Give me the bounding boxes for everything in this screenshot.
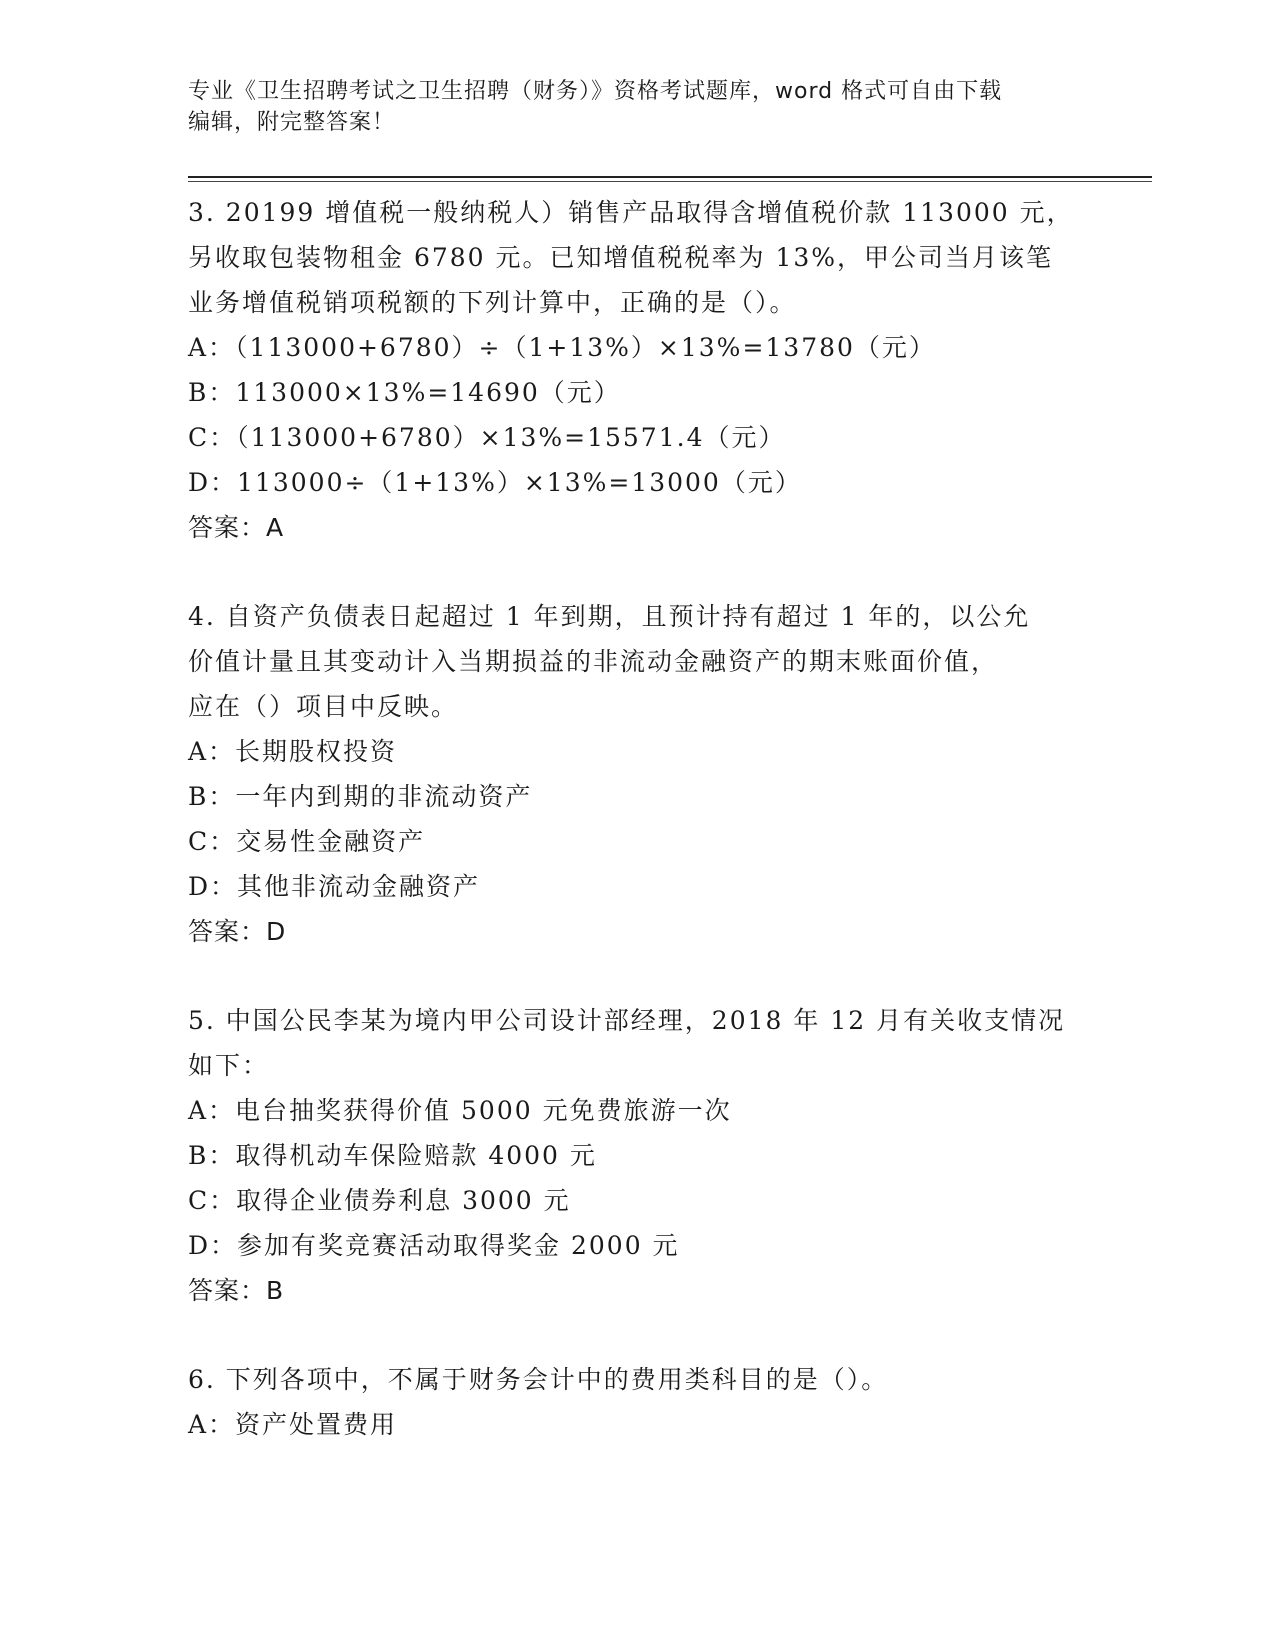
- stem-line: 5. 中国公民李某为境内甲公司设计部经理，2018 年 12 月有关收支情况: [188, 1006, 1066, 1035]
- question-stem: [188, 190, 1088, 325]
- question-stem: [188, 1357, 1088, 1402]
- header-divider-thin: [188, 181, 1152, 182]
- question-4: [188, 594, 1088, 954]
- question-spacer: [188, 1313, 1088, 1357]
- option-d: D：参加有奖竞赛活动取得奖金 2000 元: [188, 1231, 680, 1260]
- option-c: C：交易性金融资产: [188, 827, 426, 856]
- option-b: B：113000×13%=14690（元）: [188, 378, 621, 407]
- answer-line: 答案：A: [188, 513, 285, 542]
- option-a: A：长期股权投资: [188, 737, 398, 766]
- option-b: B：一年内到期的非流动资产: [188, 782, 533, 811]
- stem-line: 应在（）项目中反映。: [188, 692, 459, 721]
- stem-line: 另收取包装物租金 6780 元。已知增值税税率为 13%，甲公司当月该笔: [188, 243, 1054, 272]
- question-stem: [188, 594, 1088, 729]
- option-a: A：（113000+6780）÷（1+13%）×13%=13780（元）: [188, 333, 936, 362]
- stem-line: 业务增值税销项税额的下列计算中，正确的是（）。: [188, 288, 797, 317]
- option-d: D：113000÷（1+13%）×13%=13000（元）: [188, 468, 802, 497]
- header-divider-thick: [188, 176, 1152, 178]
- option-c: C：取得企业债券利息 3000 元: [188, 1186, 571, 1215]
- document-header: [188, 76, 1088, 138]
- option-b: B：取得机动车保险赔款 4000 元: [188, 1141, 597, 1170]
- header-line-2: 编辑，附完整答案！: [188, 110, 396, 135]
- stem-line: 4. 自资产负债表日起超过 1 年到期，且预计持有超过 1 年的，以公允: [188, 602, 1031, 631]
- option-a: A：电台抽奖获得价值 5000 元免费旅游一次: [188, 1096, 732, 1125]
- question-6: [188, 1357, 1088, 1447]
- option-a: A：资产处置费用: [188, 1410, 398, 1439]
- stem-line: 价值计量且其变动计入当期损益的非流动金融资产的期末账面价值，: [188, 647, 999, 676]
- stem-line: 6. 下列各项中，不属于财务会计中的费用类科目的是（）。: [188, 1365, 889, 1394]
- stem-line: 如下：: [188, 1051, 270, 1080]
- answer-line: 答案：B: [188, 1276, 285, 1305]
- question-spacer: [188, 954, 1088, 998]
- answer-line: 答案：D: [188, 917, 287, 946]
- header-line-1: 专业《卫生招聘考试之卫生招聘（财务）》资格考试题库，word 格式可自由下载: [188, 79, 1003, 104]
- option-c: C：（113000+6780）×13%=15571.4（元）: [188, 423, 786, 452]
- question-3: [188, 190, 1088, 550]
- question-list: [188, 190, 1088, 1447]
- question-stem: [188, 998, 1088, 1088]
- question-spacer: [188, 550, 1088, 594]
- question-5: [188, 998, 1088, 1313]
- stem-line: 3. 20199 增值税一般纳税人）销售产品取得含增值税价款 113000 元，: [188, 198, 1074, 227]
- option-d: D：其他非流动金融资产: [188, 872, 481, 901]
